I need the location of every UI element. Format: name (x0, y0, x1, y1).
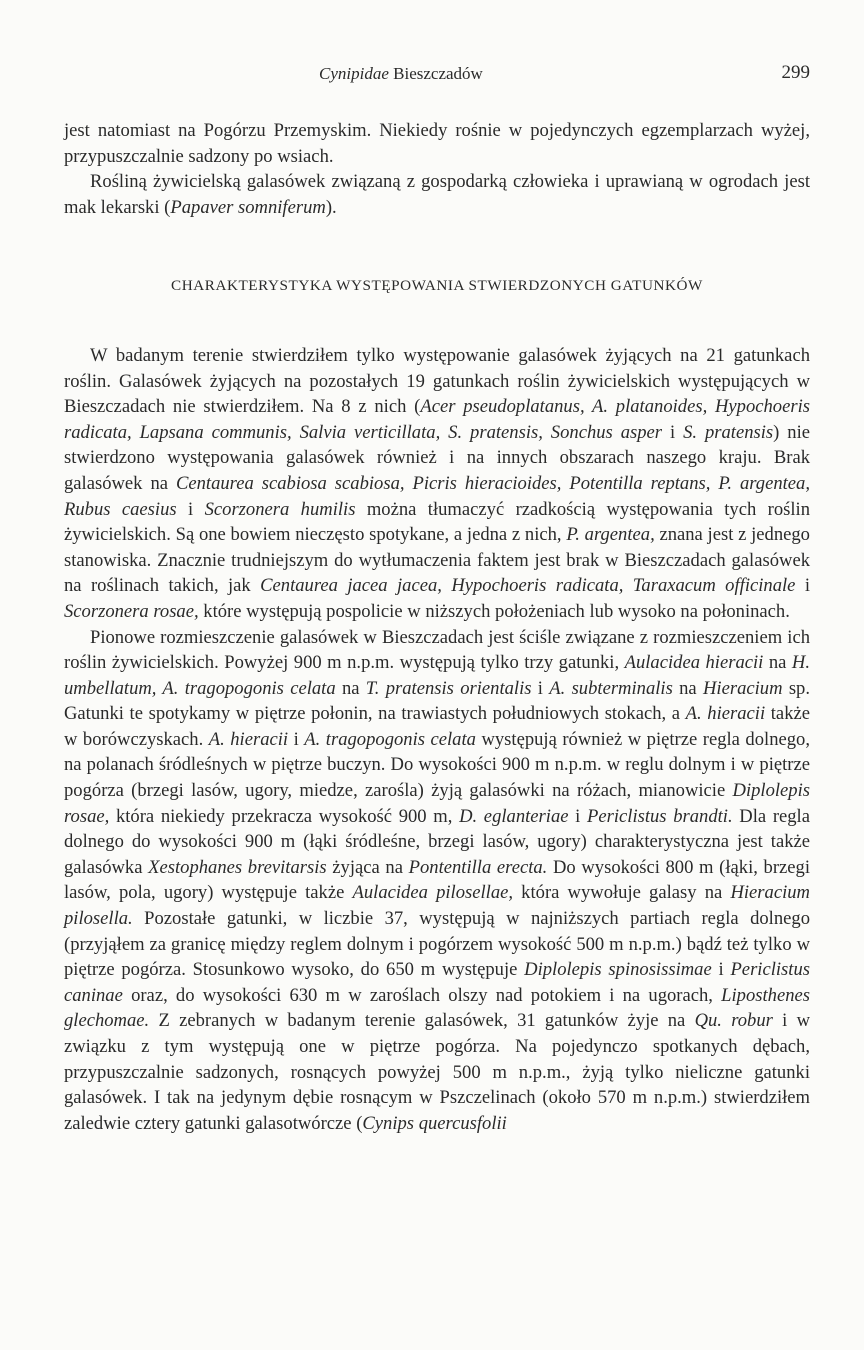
text-run: żyjąca na (326, 856, 409, 878)
species-name: Scorzonera rosae, (64, 600, 199, 622)
species-name: Xestophanes brevitarsis (148, 856, 327, 878)
species-name: Diplolepis spinosissimae (524, 959, 712, 981)
paragraph (64, 169, 810, 220)
species-name: Hieracium (702, 677, 783, 699)
text-run: także w borówczyskach. (64, 703, 810, 750)
text-run: Dla regla dolnego do wysokości 900 m (łąki śródleśne, brzegi lasów, ugory) charakterystyczna jest także galasówka (64, 805, 810, 878)
text-run: na (763, 652, 792, 674)
text-run: które występują pospolicie w niższych położeniach lub wysoko na połoninach. (198, 600, 790, 622)
text-run: i (176, 498, 205, 520)
species-name: Hieracium pilosella. (64, 882, 810, 930)
species-name: Acer pseudoplatanus, A. platanoides, Hypochoeris radicata, Lapsana communis, Salvia verticillata, S. pratensis, Sonchus asper (64, 396, 810, 443)
running-head (319, 64, 483, 84)
species-name: Centaurea jacea jacea, Hypochoeris radicata, Taraxacum officinale (260, 575, 796, 597)
species-name: Liposthenes glechomae. (64, 984, 810, 1032)
text-run: i (795, 575, 810, 597)
species-name: Aulacidea pilosellae, (352, 882, 514, 904)
text-run: sp. Gatunki te spotykamy w piętrze połonin, na trawiastych południowych stokach, a (64, 677, 810, 725)
text-run: Pozostałe gatunki, w liczbie 37, występują w najniższych partiach regla dolnego (przyjąłem za granicę między reglem dolnym i pogórzem wysokość 500 m n.p.m.) bądź też tylko w piętrze pogórza. Stosunkowo wysoko, do 650 m występuje (64, 908, 810, 981)
text-run: Do wysokości 800 m (łąki, brzegi lasów, pola, ugory) występuje także (64, 856, 810, 904)
text-run: i w związku z tym występują one w piętrze pogórza. Na pojedynczo spotkanych dębach, przypuszczalnie sadzonych, rosnących powyżej 500 m n.p.m., żyją tylko nieliczne gatunki galasówek. I tak na jedynym dębie rosnącym w Pszczelinach (około 570 m n.p.m.) stwierdziłem zaledwie cztery gatunki galasotwórcze ( (64, 1010, 810, 1134)
text-run: ). (325, 196, 337, 218)
text-run: która niekiedy przekracza wysokość 900 m, (109, 805, 460, 827)
paragraph (64, 118, 810, 169)
text-run: która wywołuje galasy na (513, 882, 731, 904)
running-head-family: Cynipidae (319, 64, 389, 83)
text-run: na (335, 677, 366, 699)
text-run: Pionowe rozmieszczenie galasówek w Bieszczadach jest ściśle związane z rozmieszczeniem ich roślin żywicielskich. Powyżej 900 m n.p.m. występują tylko trzy gatunki, (64, 626, 810, 674)
text-run: Rośliną żywicielską galasówek związaną z gospodarką człowieka i uprawianą w ogrodach jest mak lekarski ( (64, 171, 810, 218)
text-run: można tłumaczyć rzadkością występowania tych roślin żywicielskich. Są one bowiem nieczęsto spotykane, a jedna z nich, (64, 498, 811, 546)
page-header (64, 64, 810, 88)
species-name: Centaurea scabiosa scabiosa, Picris hieracioides, Potentilla reptans, P. argentea, Rubus caesius (64, 472, 811, 520)
species-name: A. subterminalis (549, 677, 673, 699)
paragraph (64, 343, 810, 625)
species-name: Scorzonera humilis (204, 498, 356, 520)
species-name: Diplolepis rosae, (64, 780, 810, 827)
species-name: Cynips quercusfolii (362, 1112, 507, 1134)
text-run: W badanym terenie stwierdziłem tylko występowanie galasówek żyjących na 21 gatunkach roślin. Galasówek żyjących na pozostałych 19 gatunkach roślin żywicielskich występujących w Bieszczadach nie stwierdziłem. Na 8 z nich ( (64, 344, 810, 418)
section-heading: CHARAKTERYSTYKA WYSTĘPOWANIA STWIERDZONYCH GATUNKÓW (171, 277, 703, 295)
species-name: A. hieracii (685, 703, 766, 725)
species-name: T. pratensis orientalis (365, 677, 532, 699)
species-name: Papaver somniferum (170, 196, 326, 218)
text-run: na (672, 677, 703, 699)
page-number: 299 (781, 62, 810, 83)
text-run: Z zebranych w badanym terenie galasówek, 31 gatunków żyje na (149, 1010, 695, 1032)
text-run: jest natomiast na Pogórzu Przemyskim. Niekiedy rośnie w pojedynczych egzemplarzach wyżej, przypuszczalnie sadzony po wsiach. (64, 120, 810, 167)
species-name: D. eglanteriae (459, 805, 569, 827)
running-head-region: Bieszczadów (388, 64, 483, 83)
species-name: H. umbellatum, A. tragopogonis celata (64, 652, 810, 699)
species-name: Aulacidea hieracii (624, 652, 764, 674)
species-name: Qu. robur (694, 1010, 773, 1032)
species-name: S. pratensis (683, 421, 774, 443)
text-run: i (711, 959, 731, 981)
body-text (64, 118, 810, 1136)
text-run: i (288, 728, 305, 750)
text-run: oraz, do wysokości 630 m w zaroślach olszy nad potokiem i na ugorach, (122, 984, 722, 1006)
text-run: i (568, 805, 588, 827)
species-name: Pontentilla erecta. (408, 856, 548, 878)
species-name: Periclistus brandti. (587, 805, 733, 827)
text-run: i (531, 677, 550, 699)
species-name: A. hieracii (208, 728, 289, 750)
species-name: A. tragopogonis celata (304, 728, 476, 750)
text-run: występują również w piętrze regla dolnego, na polanach śródleśnych w piętrze buczyn. Do wysokości 900 m n.p.m. w reglu dolnym i w piętrze pogórza (brzegi lasów, ugory, miedze, zarośla) żyją galasówki na różach, mianowicie (64, 728, 810, 802)
paragraph (64, 625, 810, 1137)
species-name: P. argentea, (566, 524, 655, 546)
text-run: znana jest z jednego stanowiska. Znacznie trudniejszym do wytłumaczenia faktem jest brak w Bieszczadach galasówek na roślinach takich, jak (64, 524, 810, 597)
text-run: i (662, 421, 684, 443)
text-run: ) nie stwierdzono występowania galasówek również i na innych obszarach naszego kraju. Brak galasówek na (64, 421, 811, 494)
species-name: Periclistus caninae (64, 959, 810, 1006)
